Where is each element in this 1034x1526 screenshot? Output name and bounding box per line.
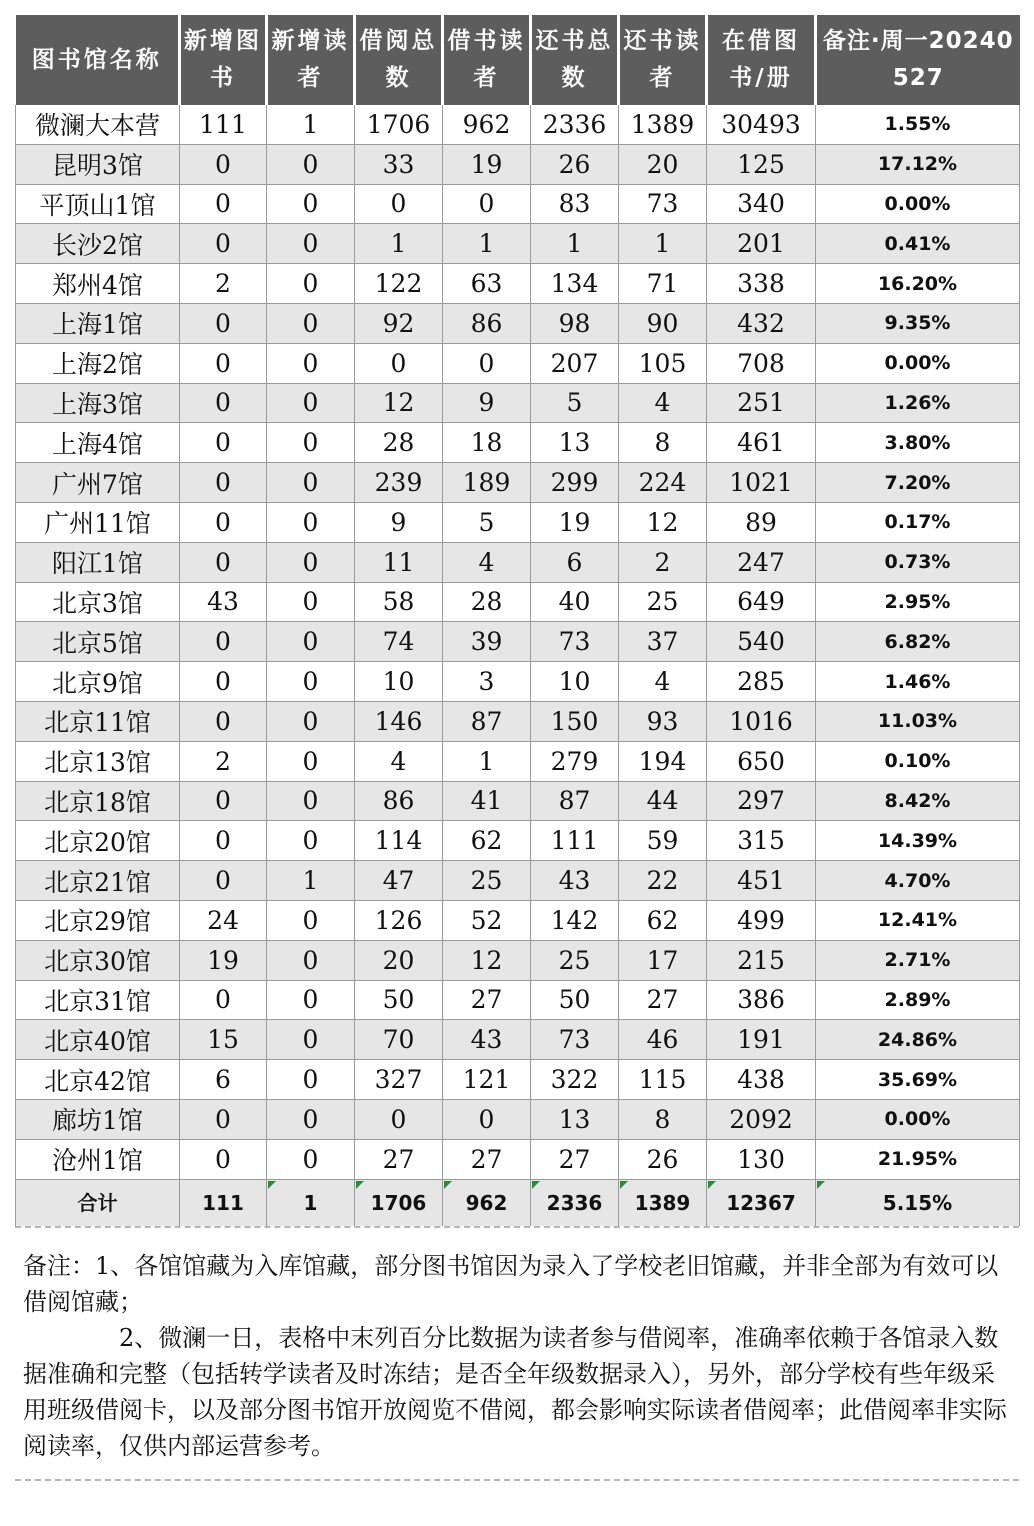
table-cell: 0 — [355, 184, 443, 224]
table-row — [16, 184, 1020, 224]
column-header: 还书总数 — [531, 15, 619, 105]
table-cell: 0 — [180, 781, 267, 821]
notes-section — [15, 1226, 1019, 1481]
table-cell: 9 — [443, 383, 531, 423]
table-cell: 146 — [355, 701, 443, 741]
table-cell: 5 — [531, 383, 619, 423]
table-cell: 0 — [267, 662, 355, 702]
table-cell: 1 — [443, 741, 531, 781]
table-cell: 215 — [707, 940, 816, 980]
table-cell: 12 — [355, 383, 443, 423]
table-row — [16, 821, 1020, 861]
table-cell: 0 — [267, 303, 355, 343]
table-cell: 52 — [443, 900, 531, 940]
table-cell: 0 — [267, 940, 355, 980]
table-row — [16, 502, 1020, 542]
library-name-cell: 昆明3馆 — [16, 144, 180, 184]
table-cell: 0 — [180, 224, 267, 264]
column-header: 还书读者 — [619, 15, 707, 105]
table-cell: 37 — [619, 622, 707, 662]
library-name-cell: 北京30馆 — [16, 940, 180, 980]
table-cell: 299 — [531, 463, 619, 503]
table-cell: 1706 — [355, 105, 443, 144]
table-cell: 650 — [707, 741, 816, 781]
table-cell: 86 — [355, 781, 443, 821]
table-cell: 191 — [707, 1020, 816, 1060]
table-cell: 62 — [443, 821, 531, 861]
table-cell: 83 — [531, 184, 619, 224]
borrow-rate-cell: 17.12% — [816, 144, 1020, 184]
library-report-sheet — [15, 15, 1019, 1481]
table-cell: 43 — [180, 582, 267, 622]
borrow-rate-cell: 14.39% — [816, 821, 1020, 861]
borrow-rate-cell: 2.89% — [816, 980, 1020, 1020]
table-row — [16, 1060, 1020, 1100]
table-cell: 1 — [443, 224, 531, 264]
table-cell: 50 — [355, 980, 443, 1020]
table-cell: 0 — [180, 343, 267, 383]
library-name-cell: 长沙2馆 — [16, 224, 180, 264]
table-cell: 59 — [619, 821, 707, 861]
borrow-rate-cell: 8.42% — [816, 781, 1020, 821]
total-cell: 1 — [267, 1179, 355, 1226]
table-cell: 150 — [531, 701, 619, 741]
table-cell: 4 — [619, 383, 707, 423]
borrow-rate-cell: 4.70% — [816, 861, 1020, 901]
table-row — [16, 224, 1020, 264]
table-cell: 93 — [619, 701, 707, 741]
table-cell: 20 — [355, 940, 443, 980]
table-cell: 90 — [619, 303, 707, 343]
table-cell: 18 — [443, 423, 531, 463]
table-cell: 10 — [355, 662, 443, 702]
table-cell: 0 — [267, 1060, 355, 1100]
library-name-cell: 上海2馆 — [16, 343, 180, 383]
borrow-rate-cell: 3.80% — [816, 423, 1020, 463]
total-cell: 1389 — [619, 1179, 707, 1226]
table-cell: 73 — [531, 1020, 619, 1060]
table-cell: 0 — [267, 224, 355, 264]
table-cell: 2336 — [531, 105, 619, 144]
column-header: 新增读者 — [267, 15, 355, 105]
table-cell: 33 — [355, 144, 443, 184]
table-cell: 111 — [531, 821, 619, 861]
table-cell: 2 — [619, 542, 707, 582]
table-cell: 111 — [180, 105, 267, 144]
table-cell: 22 — [619, 861, 707, 901]
table-row — [16, 1020, 1020, 1060]
table-cell: 43 — [443, 1020, 531, 1060]
library-name-cell: 北京9馆 — [16, 662, 180, 702]
table-cell: 0 — [267, 701, 355, 741]
borrow-rate-cell: 2.95% — [816, 582, 1020, 622]
table-row — [16, 940, 1020, 980]
borrow-rate-cell: 1.46% — [816, 662, 1020, 702]
table-cell: 708 — [707, 343, 816, 383]
table-cell: 322 — [531, 1060, 619, 1100]
table-cell: 0 — [267, 781, 355, 821]
library-name-cell: 北京20馆 — [16, 821, 180, 861]
table-cell: 87 — [531, 781, 619, 821]
borrow-rate-cell: 11.03% — [816, 701, 1020, 741]
table-cell: 0 — [355, 343, 443, 383]
table-cell: 25 — [443, 861, 531, 901]
table-cell: 0 — [180, 463, 267, 503]
table-cell: 74 — [355, 622, 443, 662]
table-row — [16, 741, 1020, 781]
table-cell: 6 — [531, 542, 619, 582]
borrow-rate-cell: 16.20% — [816, 264, 1020, 304]
table-cell: 4 — [619, 662, 707, 702]
total-cell: 2336 — [531, 1179, 619, 1226]
table-cell: 126 — [355, 900, 443, 940]
table-cell: 27 — [355, 1139, 443, 1179]
table-row — [16, 662, 1020, 702]
table-cell: 0 — [180, 184, 267, 224]
table-cell: 4 — [443, 542, 531, 582]
table-cell: 461 — [707, 423, 816, 463]
library-name-cell: 上海1馆 — [16, 303, 180, 343]
table-row — [16, 383, 1020, 423]
library-name-cell: 广州11馆 — [16, 502, 180, 542]
library-stats-table — [15, 15, 1020, 1226]
table-cell: 17 — [619, 940, 707, 980]
table-cell: 0 — [267, 741, 355, 781]
table-cell: 25 — [531, 940, 619, 980]
borrow-rate-cell: 0.73% — [816, 542, 1020, 582]
table-row — [16, 900, 1020, 940]
table-cell: 247 — [707, 542, 816, 582]
table-cell: 1389 — [619, 105, 707, 144]
borrow-rate-cell: 6.82% — [816, 622, 1020, 662]
column-header: 借书读者 — [443, 15, 531, 105]
table-cell: 87 — [443, 701, 531, 741]
table-cell: 63 — [443, 264, 531, 304]
table-row — [16, 144, 1020, 184]
borrow-rate-cell: 0.00% — [816, 343, 1020, 383]
table-cell: 0 — [443, 343, 531, 383]
table-cell: 0 — [180, 622, 267, 662]
table-cell: 0 — [267, 343, 355, 383]
table-cell: 540 — [707, 622, 816, 662]
table-cell: 41 — [443, 781, 531, 821]
table-cell: 15 — [180, 1020, 267, 1060]
table-row — [16, 463, 1020, 503]
table-cell: 6 — [180, 1060, 267, 1100]
table-cell: 649 — [707, 582, 816, 622]
table-cell: 1 — [267, 105, 355, 144]
table-cell: 297 — [707, 781, 816, 821]
table-cell: 1 — [531, 224, 619, 264]
column-header: 备注·周一20240527 — [816, 15, 1020, 105]
table-cell: 27 — [531, 1139, 619, 1179]
table-cell: 0 — [180, 383, 267, 423]
table-cell: 0 — [180, 303, 267, 343]
table-cell: 189 — [443, 463, 531, 503]
total-cell: 962 — [443, 1179, 531, 1226]
table-cell: 20 — [619, 144, 707, 184]
table-cell: 1016 — [707, 701, 816, 741]
table-cell: 50 — [531, 980, 619, 1020]
table-cell: 451 — [707, 861, 816, 901]
table-cell: 70 — [355, 1020, 443, 1060]
table-cell: 0 — [355, 1099, 443, 1139]
library-name-cell: 北京40馆 — [16, 1020, 180, 1060]
table-cell: 2 — [180, 264, 267, 304]
table-cell: 9 — [355, 502, 443, 542]
table-row — [16, 264, 1020, 304]
table-cell: 1 — [619, 224, 707, 264]
table-cell: 24 — [180, 900, 267, 940]
table-cell: 0 — [180, 144, 267, 184]
table-cell: 279 — [531, 741, 619, 781]
table-cell: 19 — [180, 940, 267, 980]
table-cell: 39 — [443, 622, 531, 662]
table-cell: 8 — [619, 1099, 707, 1139]
library-name-cell: 北京5馆 — [16, 622, 180, 662]
table-row — [16, 1139, 1020, 1179]
borrow-rate-cell: 24.86% — [816, 1020, 1020, 1060]
table-row — [16, 1099, 1020, 1139]
total-cell: 5.15% — [816, 1179, 1020, 1226]
total-row — [16, 1179, 1020, 1226]
table-cell: 251 — [707, 383, 816, 423]
table-cell: 115 — [619, 1060, 707, 1100]
table-cell: 28 — [355, 423, 443, 463]
table-cell: 47 — [355, 861, 443, 901]
table-cell: 25 — [619, 582, 707, 622]
borrow-rate-cell: 12.41% — [816, 900, 1020, 940]
table-cell: 26 — [531, 144, 619, 184]
table-cell: 40 — [531, 582, 619, 622]
total-cell: 1706 — [355, 1179, 443, 1226]
library-name-cell: 上海3馆 — [16, 383, 180, 423]
library-name-cell: 北京29馆 — [16, 900, 180, 940]
total-cell: 12367 — [707, 1179, 816, 1226]
table-cell: 134 — [531, 264, 619, 304]
table-cell: 327 — [355, 1060, 443, 1100]
borrow-rate-cell: 9.35% — [816, 303, 1020, 343]
library-name-cell: 微澜大本营 — [16, 105, 180, 144]
borrow-rate-cell: 0.41% — [816, 224, 1020, 264]
table-cell: 499 — [707, 900, 816, 940]
header-row — [16, 15, 1020, 105]
borrow-rate-cell: 7.20% — [816, 463, 1020, 503]
table-cell: 0 — [180, 423, 267, 463]
borrow-rate-cell: 0.17% — [816, 502, 1020, 542]
table-cell: 0 — [267, 622, 355, 662]
table-cell: 46 — [619, 1020, 707, 1060]
table-cell: 27 — [443, 1139, 531, 1179]
table-body — [16, 105, 1020, 1226]
table-cell: 0 — [267, 1099, 355, 1139]
table-cell: 1 — [267, 861, 355, 901]
table-cell: 0 — [180, 502, 267, 542]
table-cell: 386 — [707, 980, 816, 1020]
table-cell: 73 — [619, 184, 707, 224]
library-name-cell: 北京18馆 — [16, 781, 180, 821]
table-cell: 71 — [619, 264, 707, 304]
table-cell: 0 — [180, 542, 267, 582]
column-header: 图书馆名称 — [16, 15, 180, 105]
table-cell: 0 — [180, 1139, 267, 1179]
table-row — [16, 622, 1020, 662]
table-cell: 0 — [180, 1099, 267, 1139]
library-name-cell: 广州7馆 — [16, 463, 180, 503]
library-name-cell: 郑州4馆 — [16, 264, 180, 304]
library-name-cell: 北京31馆 — [16, 980, 180, 1020]
table-cell: 315 — [707, 821, 816, 861]
table-cell: 44 — [619, 781, 707, 821]
table-cell: 201 — [707, 224, 816, 264]
table-cell: 338 — [707, 264, 816, 304]
note-line-2: 2、微澜一日，表格中末列百分比数据为读者参与借阅率，准确率依赖于各馆录入数据准确和完整（包括转学读者及时冻结；是否全年级数据录入），另外，部分学校有些年级采用班级借阅卡，以及部分图书馆开放阅览不借阅，都会影响实际读者借阅率；此借阅率非实际阅读率，仅供内部运营参考。 — [23, 1323, 1007, 1460]
table-cell: 2092 — [707, 1099, 816, 1139]
table-cell: 0 — [267, 184, 355, 224]
borrow-rate-cell: 0.10% — [816, 741, 1020, 781]
table-cell: 105 — [619, 343, 707, 383]
table-cell: 125 — [707, 144, 816, 184]
table-cell: 27 — [619, 980, 707, 1020]
table-cell: 0 — [267, 821, 355, 861]
table-row — [16, 542, 1020, 582]
borrow-rate-cell: 1.26% — [816, 383, 1020, 423]
table-cell: 1021 — [707, 463, 816, 503]
table-cell: 27 — [443, 980, 531, 1020]
table-cell: 130 — [707, 1139, 816, 1179]
table-cell: 10 — [531, 662, 619, 702]
table-cell: 89 — [707, 502, 816, 542]
column-header: 在借图书/册 — [707, 15, 816, 105]
table-row — [16, 701, 1020, 741]
table-cell: 962 — [443, 105, 531, 144]
table-cell: 98 — [531, 303, 619, 343]
table-cell: 0 — [267, 900, 355, 940]
table-cell: 3 — [443, 662, 531, 702]
table-row — [16, 343, 1020, 383]
table-cell: 0 — [267, 1020, 355, 1060]
library-name-cell: 北京21馆 — [16, 861, 180, 901]
table-cell: 0 — [443, 184, 531, 224]
table-cell: 0 — [443, 1099, 531, 1139]
table-cell: 121 — [443, 1060, 531, 1100]
table-cell: 432 — [707, 303, 816, 343]
note-line-1: 备注：1、各馆馆藏为入库馆藏，部分图书馆因为录入了学校老旧馆藏，并非全部为有效可以借阅馆藏； — [23, 1251, 999, 1316]
table-cell: 0 — [180, 662, 267, 702]
table-cell: 0 — [267, 542, 355, 582]
table-cell: 92 — [355, 303, 443, 343]
library-name-cell: 沧州1馆 — [16, 1139, 180, 1179]
table-cell: 0 — [267, 423, 355, 463]
table-cell: 19 — [531, 502, 619, 542]
column-header: 新增图书 — [180, 15, 267, 105]
table-cell: 0 — [180, 861, 267, 901]
table-cell: 19 — [443, 144, 531, 184]
table-cell: 30493 — [707, 105, 816, 144]
library-name-cell: 阳江1馆 — [16, 542, 180, 582]
library-name-cell: 北京11馆 — [16, 701, 180, 741]
table-cell: 239 — [355, 463, 443, 503]
table-row — [16, 980, 1020, 1020]
table-cell: 0 — [267, 144, 355, 184]
column-header: 借阅总数 — [355, 15, 443, 105]
borrow-rate-cell: 2.71% — [816, 940, 1020, 980]
total-label-cell: 合计 — [16, 1179, 180, 1226]
library-name-cell: 上海4馆 — [16, 423, 180, 463]
table-cell: 86 — [443, 303, 531, 343]
table-cell: 8 — [619, 423, 707, 463]
table-cell: 1 — [355, 224, 443, 264]
table-cell: 62 — [619, 900, 707, 940]
borrow-rate-cell: 0.00% — [816, 184, 1020, 224]
table-cell: 12 — [619, 502, 707, 542]
table-cell: 26 — [619, 1139, 707, 1179]
table-cell: 340 — [707, 184, 816, 224]
library-name-cell: 平顶山1馆 — [16, 184, 180, 224]
library-name-cell: 北京42馆 — [16, 1060, 180, 1100]
table-cell: 0 — [267, 980, 355, 1020]
table-cell: 0 — [267, 582, 355, 622]
table-cell: 58 — [355, 582, 443, 622]
table-cell: 0 — [180, 980, 267, 1020]
borrow-rate-cell: 35.69% — [816, 1060, 1020, 1100]
borrow-rate-cell: 0.00% — [816, 1099, 1020, 1139]
table-cell: 0 — [267, 502, 355, 542]
table-row — [16, 423, 1020, 463]
table-header — [16, 15, 1020, 105]
table-cell: 11 — [355, 542, 443, 582]
table-cell: 13 — [531, 423, 619, 463]
borrow-rate-cell: 1.55% — [816, 105, 1020, 144]
table-cell: 0 — [267, 463, 355, 503]
table-cell: 142 — [531, 900, 619, 940]
library-name-cell: 北京3馆 — [16, 582, 180, 622]
table-cell: 285 — [707, 662, 816, 702]
table-cell: 194 — [619, 741, 707, 781]
table-cell: 438 — [707, 1060, 816, 1100]
table-row — [16, 582, 1020, 622]
table-cell: 0 — [267, 383, 355, 423]
table-cell: 0 — [267, 1139, 355, 1179]
table-cell: 43 — [531, 861, 619, 901]
table-cell: 2 — [180, 741, 267, 781]
table-cell: 122 — [355, 264, 443, 304]
table-cell: 12 — [443, 940, 531, 980]
table-cell: 0 — [180, 701, 267, 741]
library-name-cell: 北京13馆 — [16, 741, 180, 781]
table-cell: 4 — [355, 741, 443, 781]
table-cell: 28 — [443, 582, 531, 622]
table-cell: 0 — [267, 264, 355, 304]
table-cell: 114 — [355, 821, 443, 861]
table-cell: 224 — [619, 463, 707, 503]
table-row — [16, 861, 1020, 901]
table-cell: 73 — [531, 622, 619, 662]
table-row — [16, 781, 1020, 821]
table-row — [16, 303, 1020, 343]
table-row — [16, 105, 1020, 144]
table-cell: 0 — [180, 821, 267, 861]
table-cell: 5 — [443, 502, 531, 542]
borrow-rate-cell: 21.95% — [816, 1139, 1020, 1179]
table-cell: 207 — [531, 343, 619, 383]
library-name-cell: 廊坊1馆 — [16, 1099, 180, 1139]
total-cell: 111 — [180, 1179, 267, 1226]
table-cell: 13 — [531, 1099, 619, 1139]
